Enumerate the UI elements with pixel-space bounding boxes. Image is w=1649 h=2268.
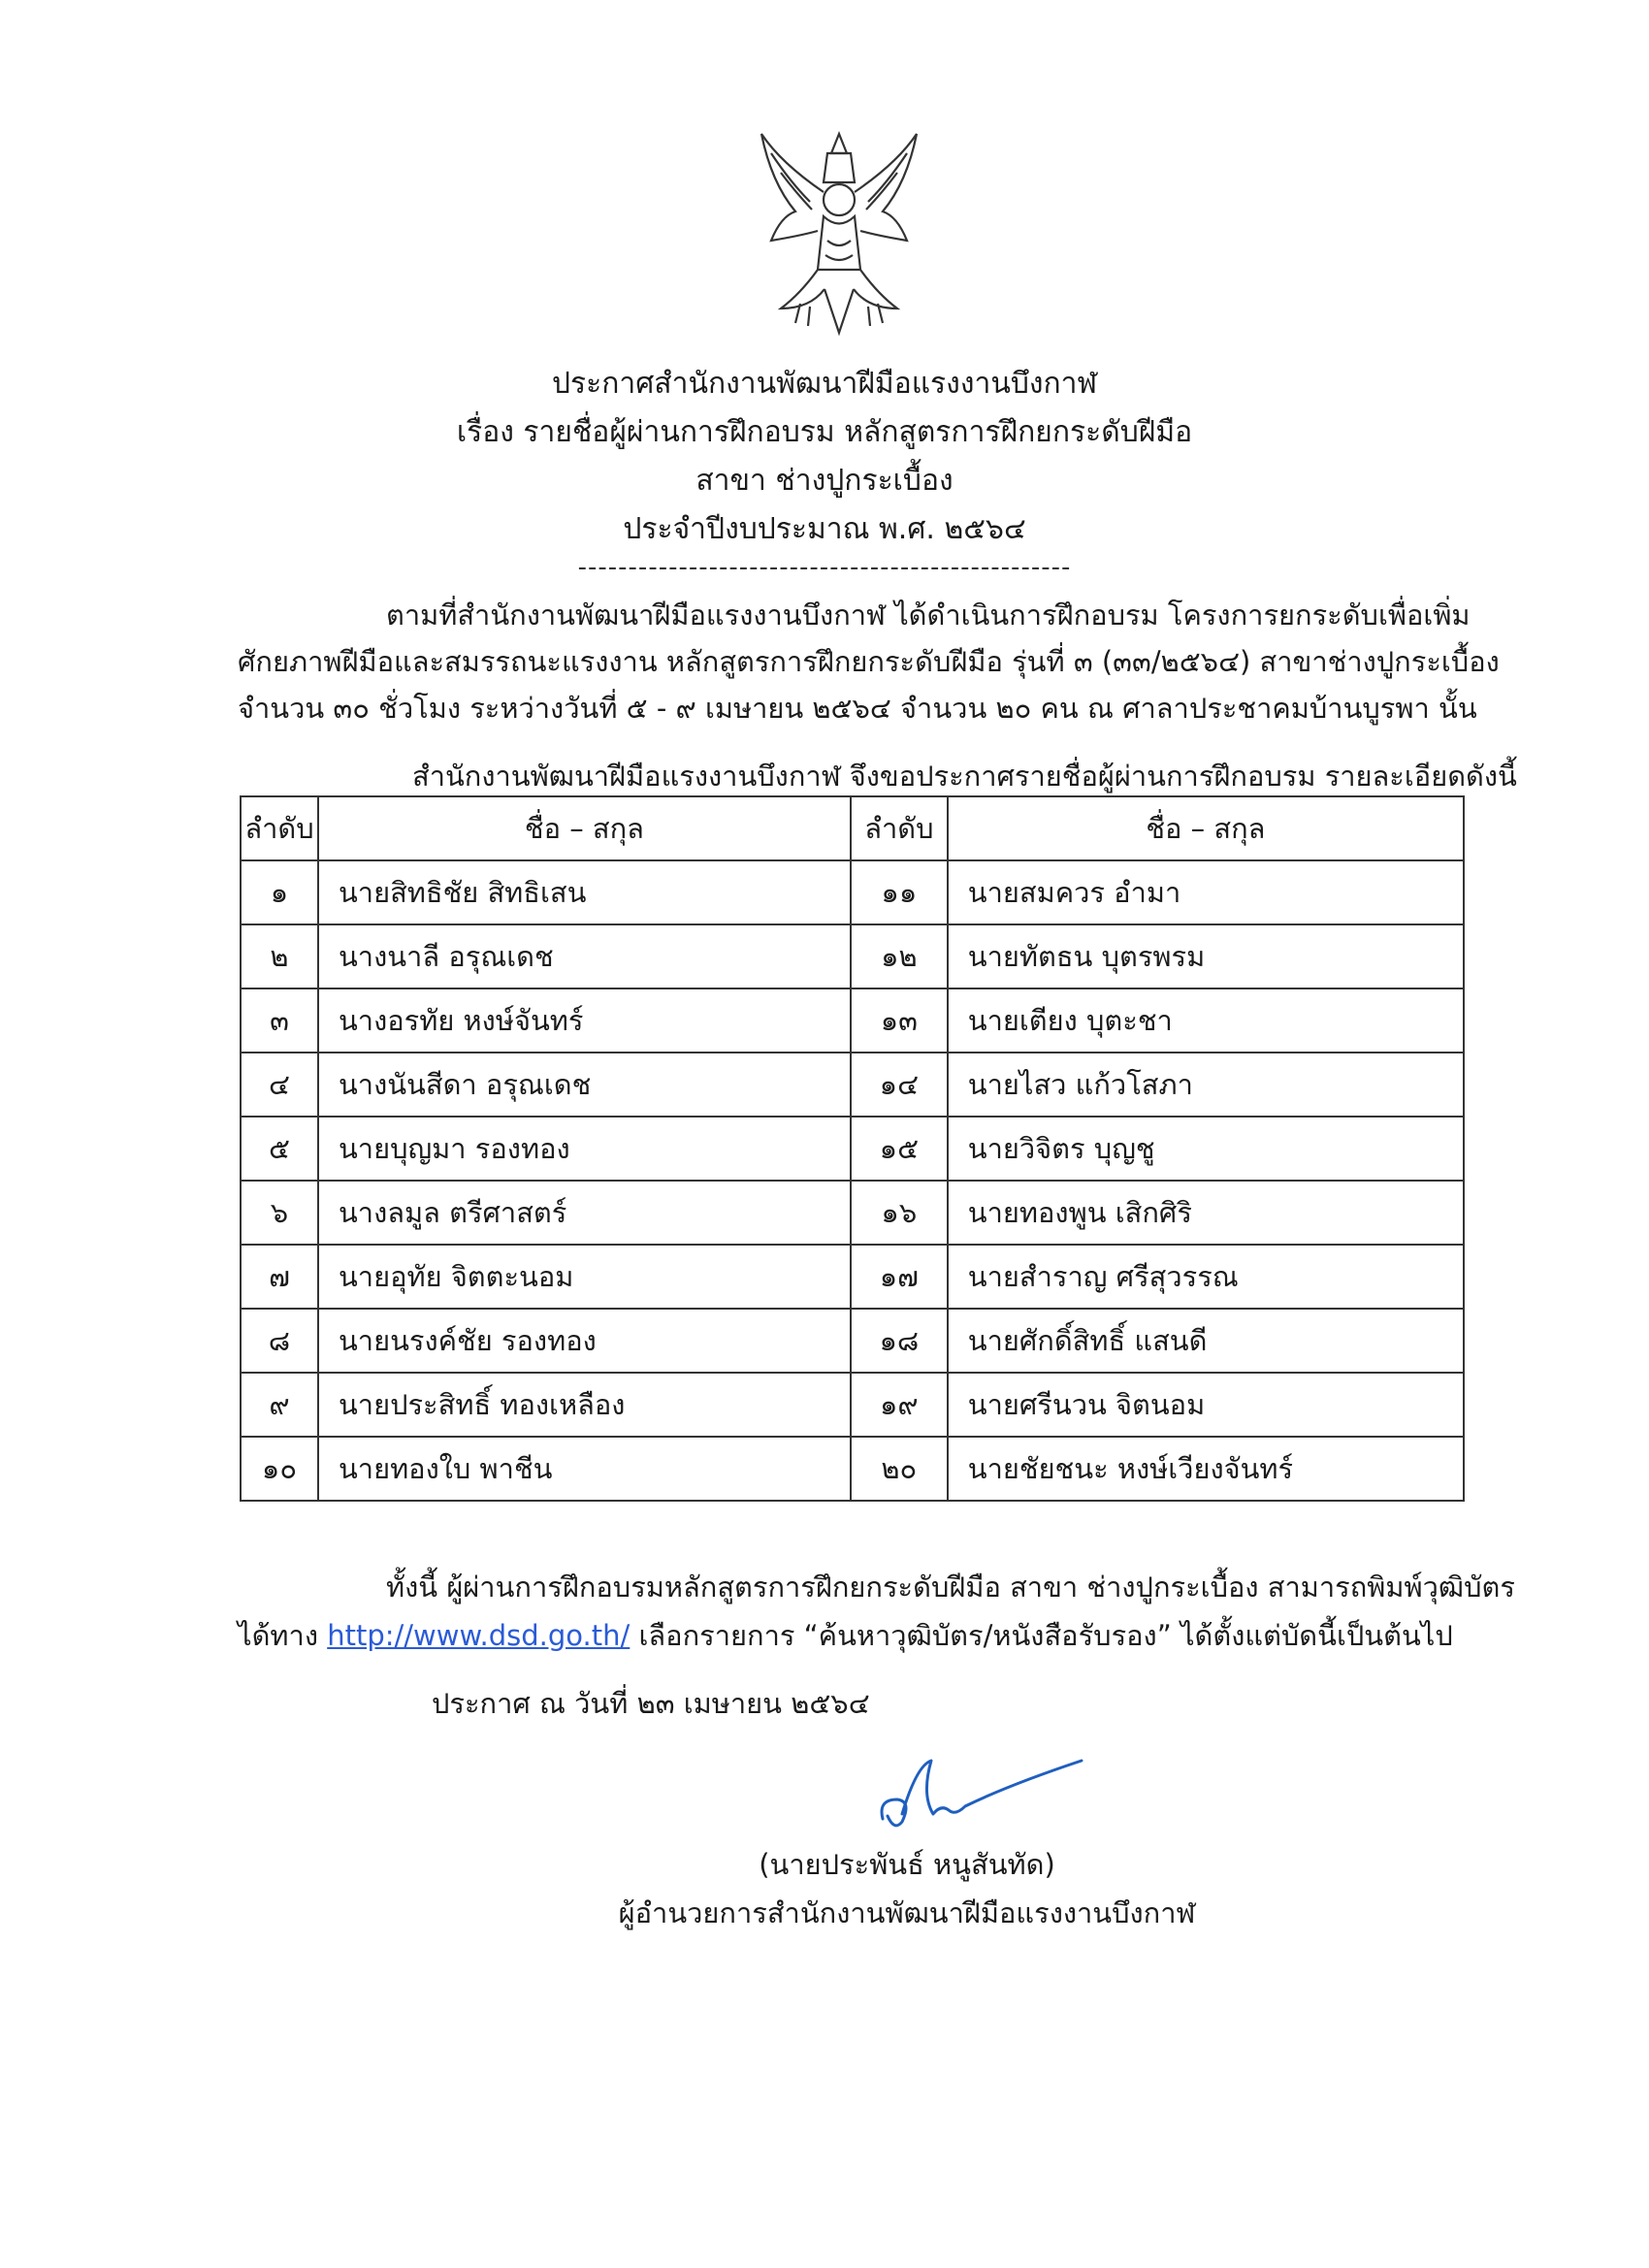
row-number: ๑๖ (851, 1181, 948, 1245)
closing-prefix: ได้ทาง (238, 1619, 318, 1652)
intro-line-1: ตามที่สำนักงานพัฒนาฝีมือแรงงานบึงกาฬ ได้ดำเนินการฝึกอบรม โครงการยกระดับเพื่อเพิ่ม (386, 599, 1471, 632)
closing-suffix: เลือกรายการ “ค้นหาวุฒิบัตร/หนังสือรับรอง” ได้ตั้งแต่บัดนี้เป็นต้นไป (630, 1619, 1453, 1652)
garuda-emblem-icon (742, 124, 936, 342)
trainee-name: นายไสว แก้วโสภา (948, 1053, 1464, 1117)
trainee-name: นายศรีนวน จิตนอม (948, 1373, 1464, 1437)
row-number: ๑๑ (851, 860, 948, 924)
row-number: ๗ (241, 1245, 318, 1309)
trainee-name: นายวิจิตร บุญชู (948, 1117, 1464, 1181)
closing-line-1: ทั้งนี้ ผู้ผ่านการฝึกอบรมหลักสูตรการฝึกยกระดับฝีมือ สาขา ช่างปูกระเบื้อง สามารถพิมพ์วุฒิบัตร (386, 1571, 1515, 1604)
trainee-name: นายสิทธิชัย สิทธิเสน (318, 860, 851, 924)
table-row (241, 924, 1464, 988)
row-number: ๙ (241, 1373, 318, 1437)
table-row (241, 1309, 1464, 1373)
announcement-branch: สาขา ช่างปูกระเบื้อง (695, 464, 954, 498)
table-row (241, 1117, 1464, 1181)
row-number: ๑๘ (851, 1309, 948, 1373)
intro-line-4: สำนักงานพัฒนาฝีมือแรงงานบึงกาฬ จึงขอประกาศรายชื่อผู้ผ่านการฝึกอบรม รายละเอียดดังนี้ (412, 760, 1517, 793)
closing-line-2 (238, 1612, 1453, 1659)
table-row (241, 1437, 1464, 1501)
announcement-fiscal-year: ประจำปีงบประมาณ พ.ศ. ๒๕๖๔ (623, 512, 1026, 546)
row-number: ๘ (241, 1309, 318, 1373)
intro-line-3: จำนวน ๓๐ ชั่วโมง ระหว่างวันที่ ๕ - ๙ เมษายน ๒๕๖๔ จำนวน ๒๐ คน ณ ศาลาประชาคมบ้านบูรพา นั้น (238, 692, 1477, 725)
trainee-name: นางนาลี อรุณเดช (318, 924, 851, 988)
row-number: ๕ (241, 1117, 318, 1181)
signer-title: ผู้อำนวยการสำนักงานพัฒนาฝีมือแรงงานบึงกาฬ (618, 1896, 1196, 1929)
trainee-name: นายบุญมา รองทอง (318, 1117, 851, 1181)
intro-line-2: ศักยภาพฝีมือและสมรรถนะแรงงาน หลักสูตรการฝึกยกระดับฝีมือ รุ่นที่ ๓ (๓๓/๒๕๖๔) สาขาช่างปูกระเบื้อง (238, 645, 1500, 678)
table-row (241, 988, 1464, 1053)
table-row (241, 860, 1464, 924)
row-number: ๑๙ (851, 1373, 948, 1437)
row-number: ๑๕ (851, 1117, 948, 1181)
trainee-name: นายนรงค์ชัย รองทอง (318, 1309, 851, 1373)
trainee-name: นางลมูล ตรีศาสตร์ (318, 1181, 851, 1245)
column-header-number: ลำดับ (241, 796, 318, 860)
column-header-name: ชื่อ – สกุล (318, 796, 851, 860)
trainee-name: นายศักดิ์สิทธิ์ แสนดี (948, 1309, 1464, 1373)
announcement-title: ประกาศสำนักงานพัฒนาฝีมือแรงงานบึงกาฬ (551, 367, 1098, 401)
table-row (241, 1245, 1464, 1309)
table-row (241, 1373, 1464, 1437)
trainee-name: นายอุทัย จิตตะนอม (318, 1245, 851, 1309)
row-number: ๑๐ (241, 1437, 318, 1501)
trainee-name: นางอรทัย หงษ์จันทร์ (318, 988, 851, 1053)
trainee-name: นายเตียง บุตะชา (948, 988, 1464, 1053)
row-number: ๑๓ (851, 988, 948, 1053)
header-divider: ------------------------------------------------- (577, 553, 1072, 582)
trainee-name: นายประสิทธิ์ ทองเหลือง (318, 1373, 851, 1437)
announcement-subject: เรื่อง รายชื่อผู้ผ่านการฝึกอบรม หลักสูตรการฝึกยกระดับฝีมือ (456, 415, 1193, 449)
table-header-row (241, 796, 1464, 860)
trainee-name: นางนันสีดา อรุณเดช (318, 1053, 851, 1117)
announcement-date: ประกาศ ณ วันที่ ๒๓ เมษายน ๒๕๖๔ (432, 1687, 870, 1720)
row-number: ๑ (241, 860, 318, 924)
trainee-name: นายสมควร อำมา (948, 860, 1464, 924)
row-number: ๒๐ (851, 1437, 948, 1501)
trainee-name: นายชัยชนะ หงษ์เวียงจันทร์ (948, 1437, 1464, 1501)
dsd-website-link[interactable]: http://www.dsd.go.th/ (327, 1619, 630, 1652)
row-number: ๓ (241, 988, 318, 1053)
row-number: ๑๔ (851, 1053, 948, 1117)
trainee-name: นายทองใบ พาชีน (318, 1437, 851, 1501)
column-header-name: ชื่อ – สกุล (948, 796, 1464, 860)
column-header-number: ลำดับ (851, 796, 948, 860)
row-number: ๑๗ (851, 1245, 948, 1309)
handwritten-signature (873, 1746, 1086, 1833)
signer-name: (นายประพันธ์ หนูสันทัด) (759, 1848, 1055, 1881)
table-row (241, 1053, 1464, 1117)
trainee-name: นายทัตธน บุตรพรม (948, 924, 1464, 988)
row-number: ๑๒ (851, 924, 948, 988)
trainee-name: นายสำราญ ศรีสุวรรณ (948, 1245, 1464, 1309)
row-number: ๖ (241, 1181, 318, 1245)
row-number: ๒ (241, 924, 318, 988)
trainee-name: นายทองพูน เสิกศิริ (948, 1181, 1464, 1245)
table-row (241, 1181, 1464, 1245)
row-number: ๔ (241, 1053, 318, 1117)
trainee-table (240, 795, 1465, 1502)
